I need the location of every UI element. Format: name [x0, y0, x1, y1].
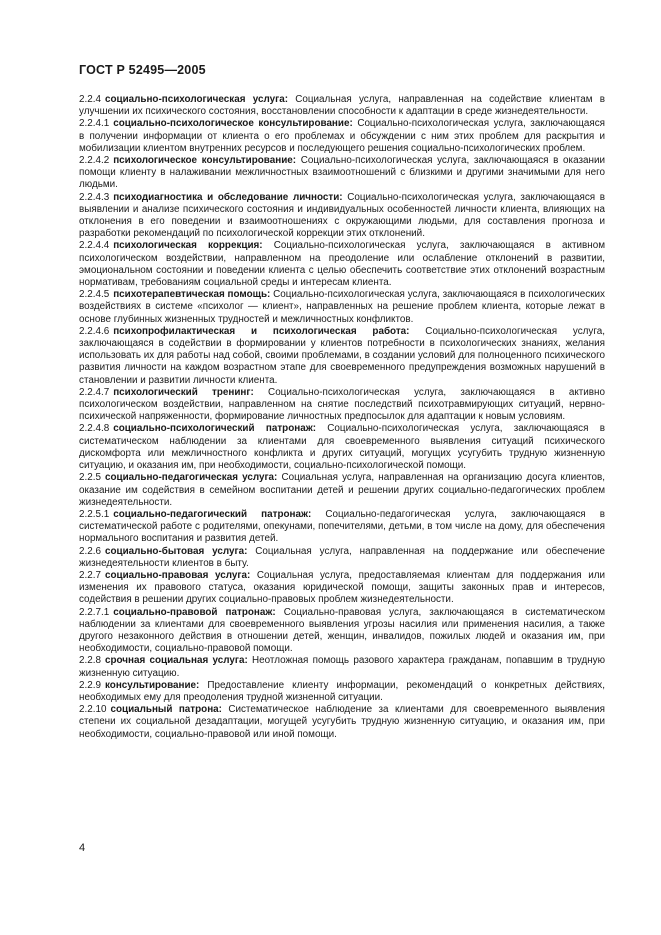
term-entry-2-2-9	[79, 680, 605, 704]
term-name: психопрофилактическая и психологическая работа:	[113, 325, 410, 337]
term-entry-2-2-5-1	[79, 509, 605, 546]
clause-number: 2.2.4.4	[79, 240, 110, 252]
term-entry-2-2-4-4	[79, 240, 605, 289]
term-definition: Социальная услуга, предоставляемая клиентам для поддержания или изменения их правового статуса, оказания юридической помощи, защиты законных прав и интересов, содействия в решении других социально-правовых проблем жизнедеятельности.	[79, 569, 606, 606]
term-definition: Социальная услуга, направленная на поддержание или обеспечение жизнедеятельности клиентов в быту.	[79, 545, 606, 569]
clause-number: 2.2.4	[79, 94, 101, 105]
clause-number: 2.2.4.7	[79, 386, 110, 398]
term-name: консультирование:	[104, 679, 200, 691]
clause-number: 2.2.4.8	[79, 423, 110, 435]
clause-number: 2.2.5.1	[79, 508, 110, 520]
term-definition: Социальная услуга, направленная на организацию досуга клиентов, оказание им содействия в семейном воспитании детей и решении других социально-педагогических проблем жизнедеятельности.	[79, 472, 605, 508]
clause-number: 2.2.4.3	[79, 191, 110, 203]
term-definition: Социально-правовая услуга, заключающаяся в систематическом наблюдении за клиентами для своевременного выявления угрозы насилия или применения насилия, а также другого незаконного действия в отношении детей, женщин, инвалидов, пожилых людей и оказания им, при необходимости, социально-правовой помощи.	[79, 606, 605, 655]
term-definition: Социально-психологическая услуга, заключающаяся в психологических воздействиях в системе «психолог — клиент», направленных на решение проблем клиента, которые лежат в основе глубинных жизненных трудностей и межличностных конфликтов.	[79, 289, 605, 325]
term-name: социально-психологический патронаж:	[113, 423, 316, 435]
term-definition: Социально-психологическая услуга, заключающаяся в активно психологическом воздействии, направленном на снятие последствий психотравмирующих ситуаций, нервно-психической напряженности, формирование личностных предпосылок для адаптации к новым условиям.	[79, 386, 605, 423]
term-name: социально-правовой патронаж:	[113, 606, 276, 618]
term-entry-2-2-8	[79, 655, 605, 679]
term-definition: Социально-психологическая услуга, заключающаяся в получении информации от клиента о его проблемах и обсуждении с ним этих проблем для раскрытия и мобилизации клиентом внутренних ресурсов и последующего решения социально-психологических проблем.	[79, 118, 605, 154]
term-definition: Социально-психологическая услуга, заключающаяся в активном психологическом воздействии, направленном на преодоление или ослабление отклонений в развитии, эмоциональном состоянии и поведении клиента с целью обеспечить соответствие этих отклонений возрастным нормативам, требованиям социальной среды и интересам клиента.	[79, 240, 605, 289]
clause-number: 2.2.8	[79, 655, 101, 667]
document-header: ГОСТ Р 52495—2005	[79, 63, 206, 77]
term-definition: Социально-психологическая услуга, заключающаяся в содействии в формировании у клиентов потребности в психологических знаниях, желания использовать их для работы над собой, своими проблемами, в создании условий для полноценного психического развития личности на каждом возрастном этапе для своевременного предупреждения возможных нарушений в становлении и развитии личности клиента.	[79, 325, 605, 386]
term-entry-2-2-6	[79, 546, 605, 570]
page-number: 4	[79, 842, 86, 854]
clause-number: 2.2.5	[79, 472, 101, 484]
term-name: социально-психологическая услуга:	[104, 94, 288, 105]
term-entry-2-2-4	[79, 94, 605, 118]
term-name: психодиагностика и обследование личности:	[113, 191, 343, 203]
term-name: психотерапевтическая помощь:	[113, 289, 271, 301]
clause-number: 2.2.7.1	[79, 606, 110, 618]
clause-number: 2.2.4.1	[79, 118, 110, 130]
term-name: психологическая коррекция:	[113, 240, 263, 252]
term-entry-2-2-4-5	[79, 289, 605, 326]
term-entry-2-2-4-1	[79, 118, 605, 155]
clause-number: 2.2.6	[79, 545, 101, 557]
term-definition: Социальная услуга, направленная на содействие клиентам в улучшении их психического состояния, восстановлении способности к адаптации в среде жизнедеятельности.	[79, 94, 605, 118]
document-body	[79, 94, 605, 741]
term-name: социальный патрона:	[110, 704, 222, 716]
clause-number: 2.2.7	[79, 569, 101, 581]
term-entry-2-2-4-7	[79, 387, 605, 424]
term-name: срочная социальная услуга:	[104, 655, 248, 667]
term-name: социально-правовая услуга:	[104, 569, 251, 581]
term-entry-2-2-10	[79, 704, 605, 741]
term-definition: Социально-психологическая услуга, заключающаяся в выявлении и анализе психического состояния и индивидуальных особенностей личности клиента, влияющих на отклонения в его поведении и взаимоотношениях с окружающими людьми, для составления прогноза и разработки рекомендаций по психологической коррекции этих отклонений.	[79, 191, 606, 240]
clause-number: 2.2.4.5	[79, 289, 110, 301]
term-definition: Систематическое наблюдение за клиентами для своевременного выявления степени их социальной дезадаптации, могущей усугубить трудную жизненную ситуацию, и оказания им, при необходимости, социально-правовой или иной помощи.	[79, 704, 605, 740]
term-name: психологический тренинг:	[113, 386, 254, 398]
clause-number: 2.2.4.6	[79, 325, 110, 337]
term-entry-2-2-5	[79, 472, 605, 509]
clause-number: 2.2.10	[79, 704, 107, 716]
term-entry-2-2-7	[79, 570, 605, 607]
term-name: социально-психологическое консультирование:	[113, 118, 353, 130]
term-definition: Социально-психологическая услуга, заключающаяся в систематическом наблюдении за клиентами для своевременного выявления ситуаций психического дискомфорта или межличностного конфликта и других ситуаций, могущих усугубить трудную жизненную ситуацию, и оказания им, при необходимости, социально-психологической помощи.	[79, 423, 605, 472]
term-entry-2-2-7-1	[79, 607, 605, 656]
term-entry-2-2-4-3	[79, 192, 605, 241]
clause-number: 2.2.9	[79, 679, 101, 691]
term-name: социально-педагогический патронаж:	[113, 508, 312, 520]
term-definition: Социально-психологическая услуга, заключающаяся в оказании помощи клиенту в налаживании межличностных взаимоотношений с близкими и другими значимыми для него людьми.	[79, 155, 605, 191]
term-name: социально-бытовая услуга:	[104, 545, 248, 557]
clause-number: 2.2.4.2	[79, 155, 110, 167]
term-name: психологическое консультирование:	[113, 155, 297, 167]
term-definition: Неотложная помощь разового характера гражданам, попавшим в трудную жизненную ситуацию.	[79, 655, 605, 679]
term-entry-2-2-4-8	[79, 423, 605, 472]
term-definition: Предоставление клиенту информации, рекомендаций о конкретных действиях, необходимых ему для преодоления трудной жизненной ситуации.	[79, 679, 605, 703]
term-entry-2-2-4-2	[79, 155, 605, 192]
term-entry-2-2-4-6	[79, 326, 605, 387]
term-definition: Социально-педагогическая услуга, заключающаяся в систематической работе с родителями, опекунами, попечителями, детьми, в том числе на дому, для обеспечения нормального воспитания и развития детей.	[79, 508, 606, 545]
term-name: социально-педагогическая услуга:	[104, 472, 278, 484]
